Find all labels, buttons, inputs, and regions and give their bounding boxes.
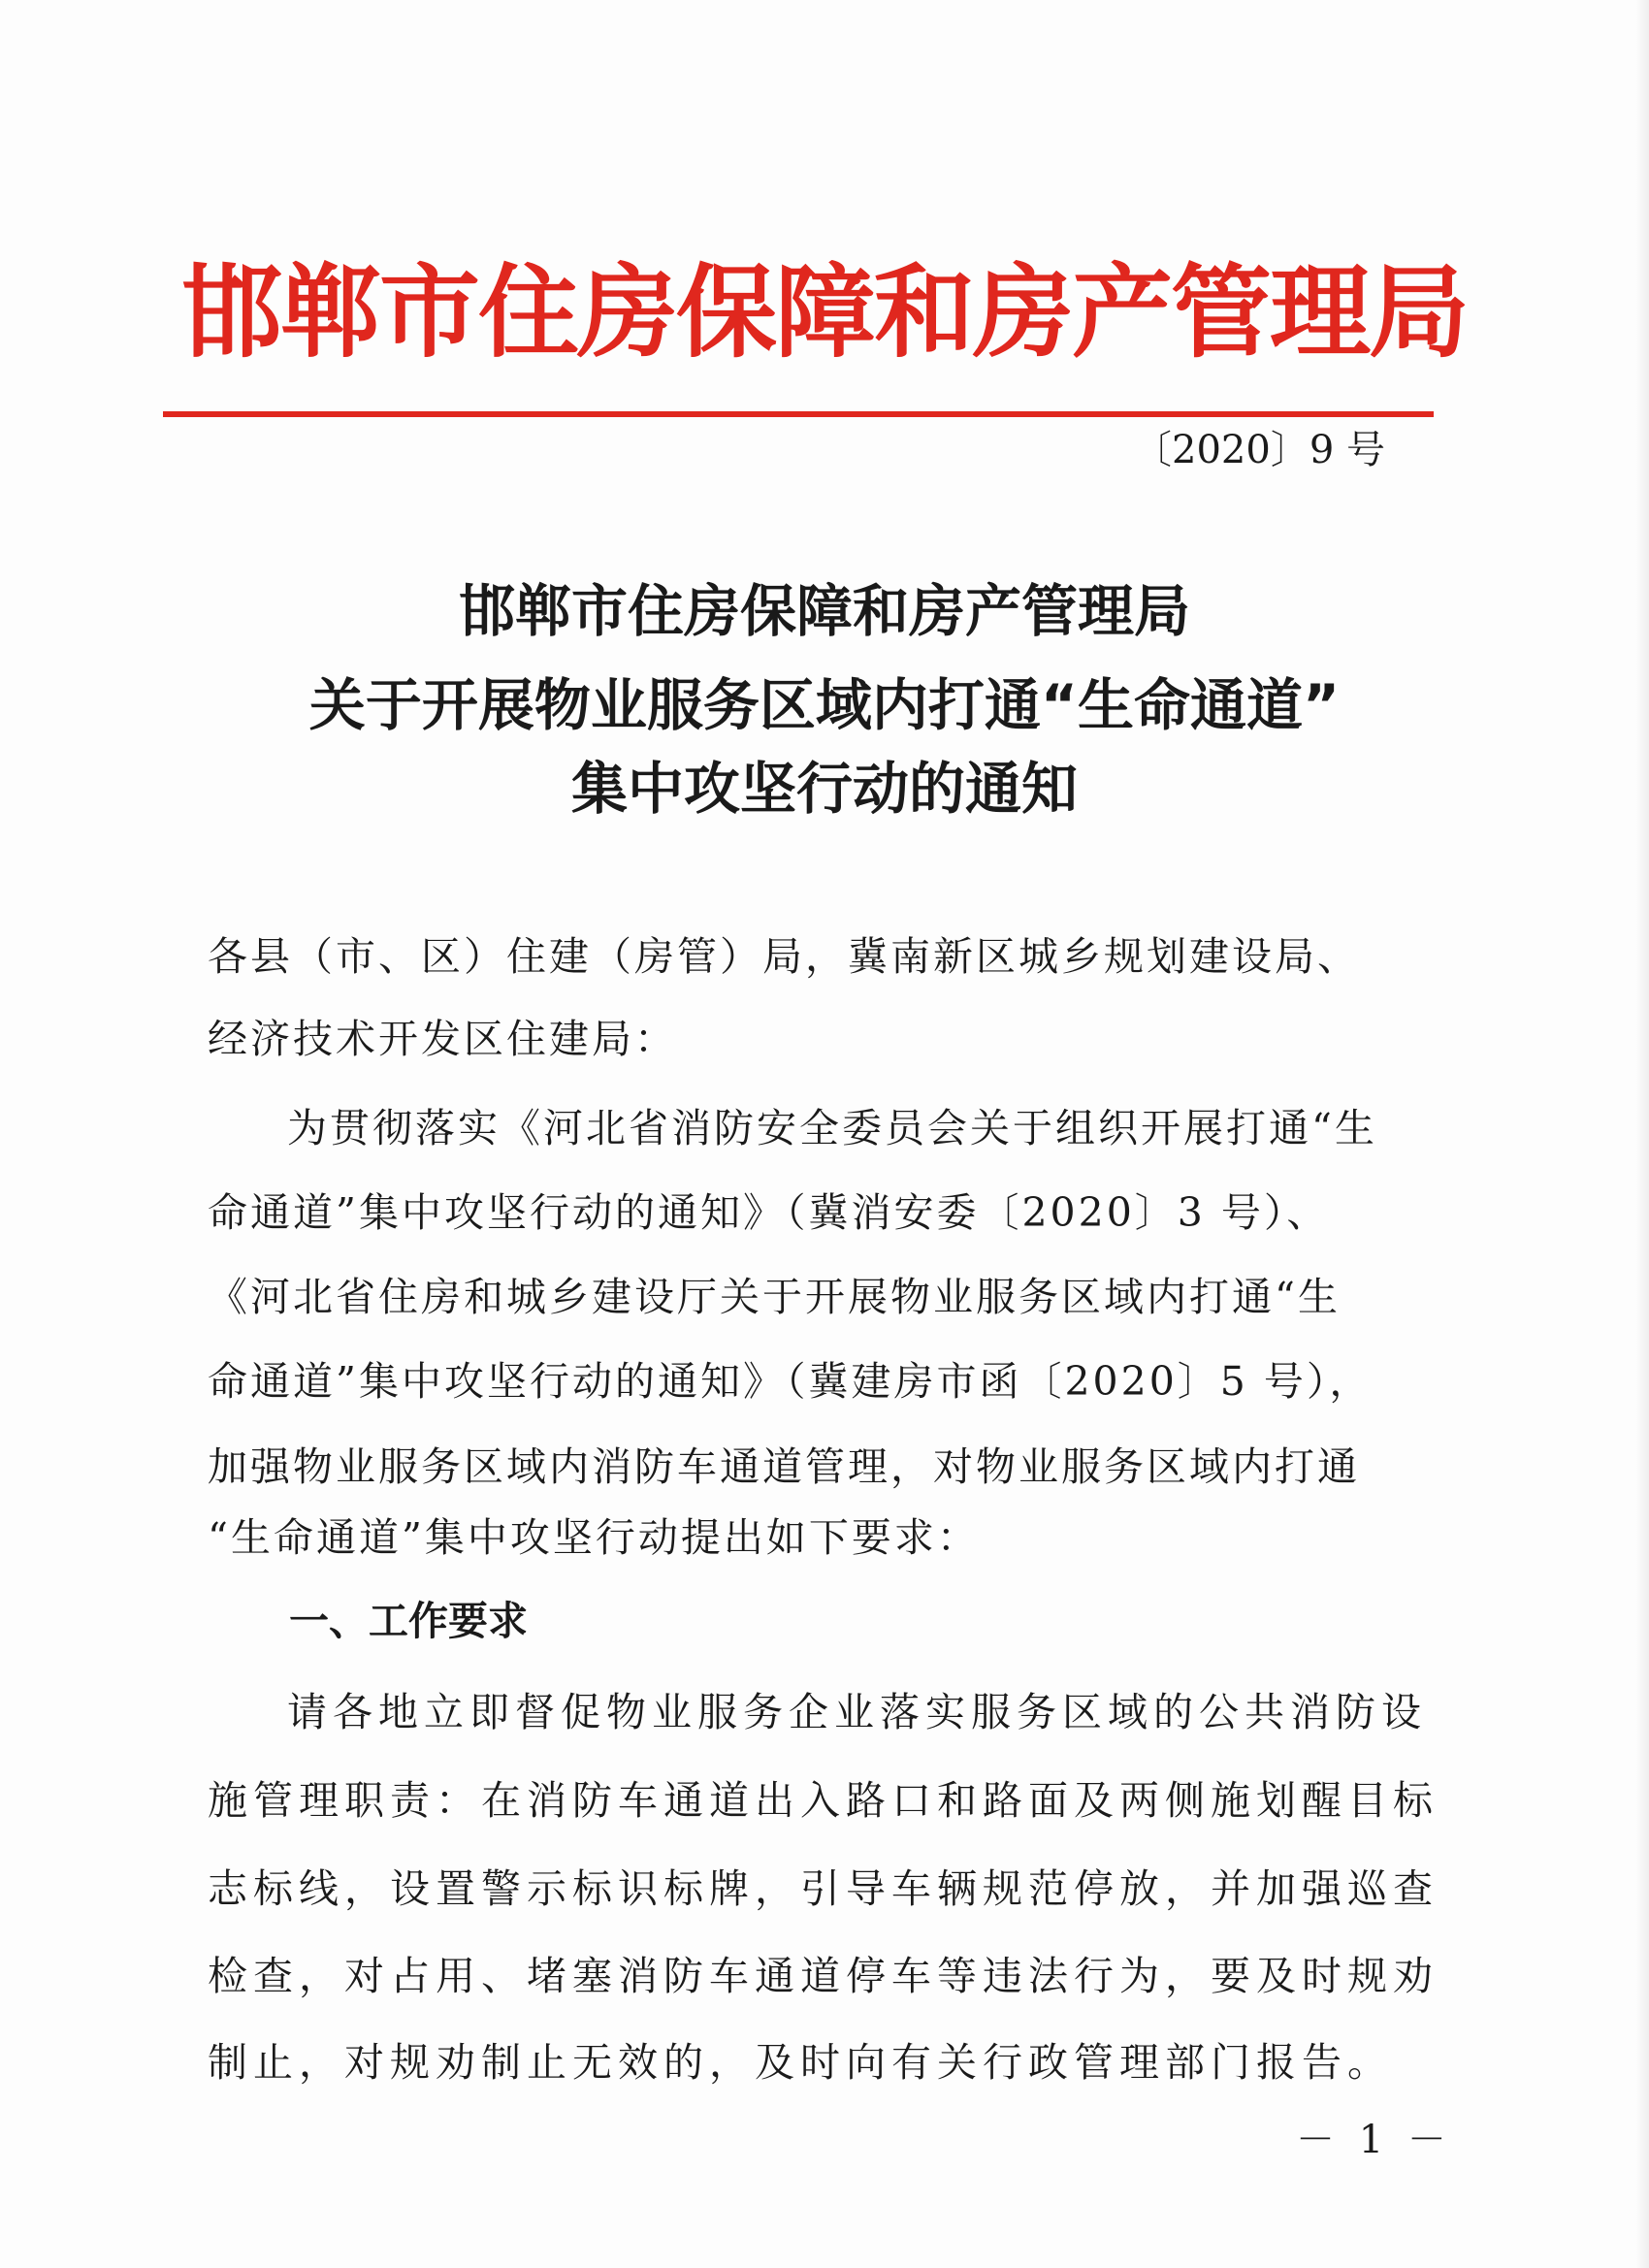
notice-title-line-1: 邯郸市住房保障和房产管理局 <box>458 578 1190 644</box>
body-line: “生命通道”集中攻坚行动提出如下要求： <box>208 1514 980 1561</box>
page-edge-shadow <box>1635 0 1649 2268</box>
body-line: 《河北省住房和城乡建设厅关于开展物业服务区域内打通“生 <box>208 1274 1341 1320</box>
notice-title-line-3: 集中攻坚行动的通知 <box>570 756 1078 822</box>
body-line: 制止，对规劝制止无效的，及时向有关行政管理部门报告。 <box>208 2039 1393 2086</box>
body-line: 志标线，设置警示标识标牌，引导车辆规范停放，并加强巡查 <box>208 1865 1439 1912</box>
body-line: 请各地立即督促物业服务企业落实服务区域的公共消防设 <box>287 1689 1427 1735</box>
page-number: － 1 － <box>1296 2118 1452 2162</box>
body-line: 命通道”集中攻坚行动的通知》（冀消安委〔2020〕3 号）、 <box>208 1189 1330 1236</box>
body-line: 加强物业服务区域内消防车通道管理，对物业服务区域内打通 <box>208 1443 1360 1490</box>
section-heading-work-requirements: 一、工作要求 <box>289 1598 528 1644</box>
notice-title-line-2: 关于开展物业服务区域内打通“生命通道” <box>308 672 1341 738</box>
body-line: 各县（市、区）住建（房管）局，冀南新区城乡规划建设局、 <box>208 933 1360 980</box>
document-number: 〔2020〕9 号 <box>1133 428 1385 472</box>
body-line: 施管理职责：在消防车通道出入路口和路面及两侧施划醒目标 <box>208 1777 1439 1824</box>
body-line: 命通道”集中攻坚行动的通知》（冀建房市函〔2020〕5 号）， <box>208 1358 1373 1405</box>
letterhead-organization: 邯郸市住房保障和房产管理局 <box>180 253 1468 372</box>
body-line: 经济技术开发区住建局： <box>208 1016 677 1062</box>
body-line: 检查，对占用、堵塞消防车通道停车等违法行为，要及时规劝 <box>208 1953 1439 1999</box>
letterhead-red-rule <box>163 411 1434 417</box>
body-line: 为贯彻落实《河北省消防安全委员会关于组织开展打通“生 <box>287 1105 1377 1151</box>
